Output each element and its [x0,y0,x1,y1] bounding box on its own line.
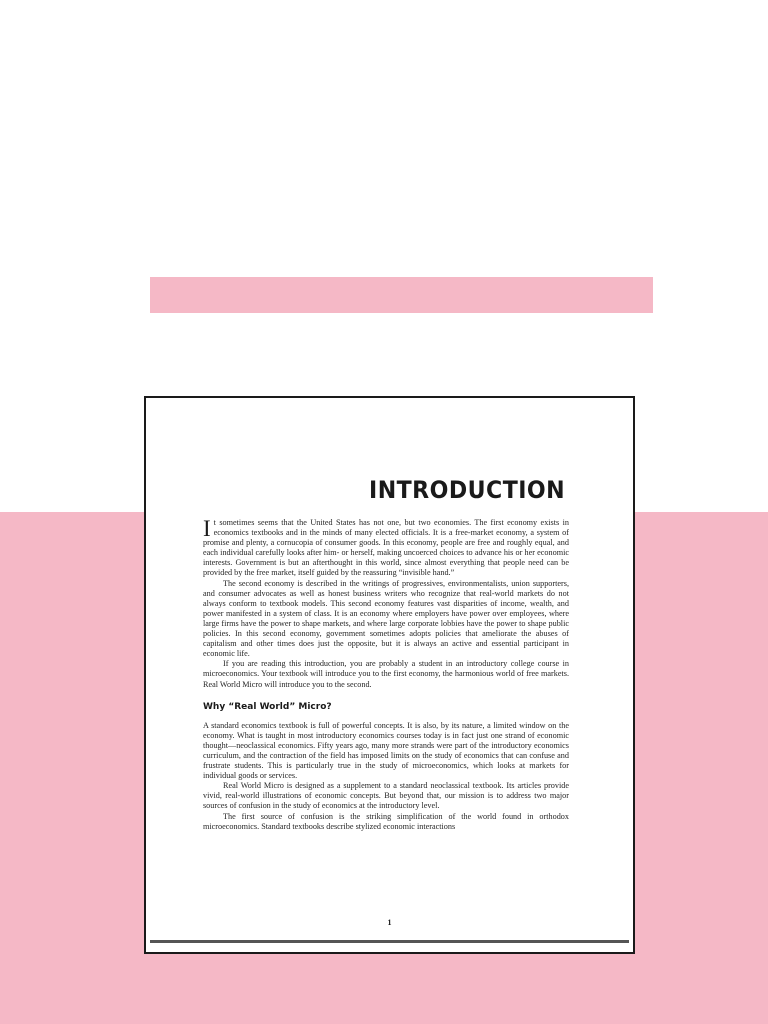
paragraph-1 [203,518,569,579]
paragraph-5: Real World Micro is designed as a supplement to a standard neoclassical textbook. Its articles provide vivid, real-world illustrations of economic concepts. But beyond that, our mission is to address two major sources of confusion in the study of economics at the introductory level. [203,781,569,811]
pink-accent-bar [150,277,653,313]
paragraph-4: A standard economics textbook is full of powerful concepts. It is also, by its nature, a limited window on the economy. What is taught in most introductory economics courses today is in fact just one strand of economic thought—neoclassical economics. Fifty years ago, many more strands were part of the introductory economics curriculum, and the contraction of the field has imposed limits on the study of economics that can confuse and frustrate students. This is particularly true in the study of microeconomics, which looks at markets for individual goods or services. [203,720,569,781]
paragraph-1-text: t sometimes seems that the United States has not one, but two economies. The first economy exists in economics textbooks and in the minds of many elected officials. It is a free-market economy, a system of promise and plenty, a cornucopia of consumer goods. In this economy, people are free and roughly equal, and each individual carefully looks after him- or herself, making uncoerced choices to advance his or her economic interests. Government is but an afterthought in this world, since almost everything that people need can be provided by the free market, itself guided by the reassuring “invisible hand.” [203,518,569,578]
page-title: INTRODUCTION [368,476,565,504]
document-page [144,396,635,954]
paragraph-6: The first source of confusion is the striking simplification of the world found in orthodox microeconomics. Standard textbooks describe stylized economic interactions [203,811,569,831]
section-heading: Why “Real World” Micro? [203,701,332,712]
page-number: 1 [387,918,392,927]
page-bottom-rule [150,940,629,943]
paragraph-2: The second economy is described in the writings of progressives, environmentalists, union supporters, and consumer advocates as well as honest business writers who recognize that real-world markets do not always conform to textbook models. This second economy features vast disparities of income, wealth, and power manifested in a system of class. It is an economy where employers have power over employees, where large firms have the power to shape markets, and where large corporate lobbies have the power to shape public policies. In this second economy, government sometimes adopts policies that ameliorate the abuses of capitalism and other times does just the opposite, but it is always an active and essential participant in economic life. [203,578,569,659]
drop-cap: I [203,516,211,541]
paragraph-3: If you are reading this introduction, you are probably a student in an introductory college course in microeconomics. Your textbook will introduce you to the first economy, the harmonious world of free markets. Real World Micro will introduce you to the second. [203,659,569,689]
document-body [203,518,569,832]
